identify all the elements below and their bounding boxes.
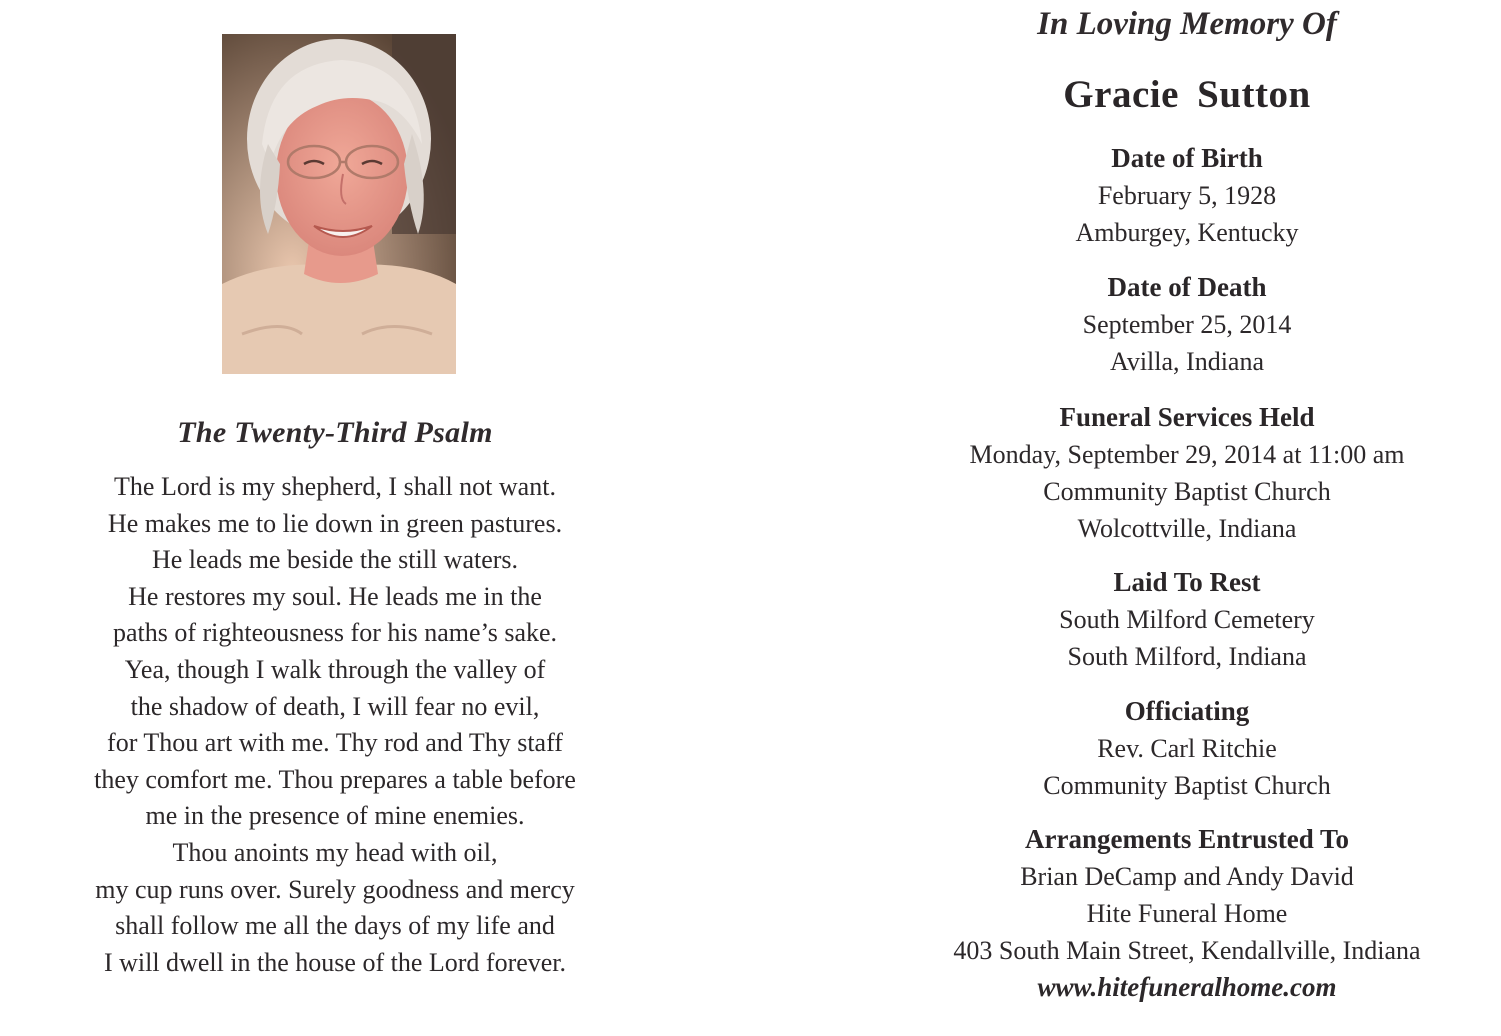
psalm-line: shall follow me all the days of my life and [115,911,555,941]
services-datetime: Monday, September 29, 2014 at 11:00 am [969,440,1405,469]
birth-heading: Date of Birth [1111,143,1263,173]
memorial-heading: In Loving Memory Of [1037,6,1337,42]
services-place: Wolcottville, Indiana [1077,514,1297,543]
psalm-line: He restores my soul. He leads me in the [128,581,542,611]
rest-cemetery: South Milford Cemetery [1059,605,1315,634]
arrangements-directors: Brian DeCamp and Andy David [1020,862,1354,891]
arrangements-section [880,821,1494,1006]
portrait-illustration [222,34,456,374]
officiating-heading: Officiating [1124,696,1250,726]
psalm-line: for Thou art with me. Thy rod and Thy staff [107,728,563,758]
officiating-section [880,693,1494,804]
psalm-line: I will dwell in the house of the Lord forever. [103,947,567,977]
deceased-name: Gracie Sutton [1063,73,1311,116]
officiant-church: Community Baptist Church [1043,771,1331,800]
birth-place: Amburgey, Kentucky [1075,218,1299,247]
psalm-line: my cup runs over. Surely goodness and mercy [95,874,575,904]
services-heading: Funeral Services Held [1059,402,1315,432]
psalm-line: Thou anoints my head with oil, [172,837,498,867]
funeral-home-address: 403 South Main Street, Kendallville, Indiana [953,936,1421,965]
left-panel [0,0,670,1036]
death-heading: Date of Death [1107,272,1267,302]
services-church: Community Baptist Church [1043,477,1331,506]
birth-section [880,140,1494,251]
psalm-title: The Twenty-Third Psalm [177,416,493,449]
funeral-home-name: Hite Funeral Home [1086,899,1288,928]
services-section [880,399,1494,547]
death-section [880,269,1494,380]
funeral-home-website: www.hitefuneralhome.com [1037,972,1337,1002]
psalm-line: He leads me beside the still waters. [151,545,519,575]
arrangements-heading: Arrangements Entrusted To [1024,824,1349,854]
psalm-text [0,469,670,981]
rest-heading: Laid To Rest [1113,567,1261,597]
psalm-line: the shadow of death, I will fear no evil, [130,691,540,721]
psalm-line: they comfort me. Thou prepares a table before [94,764,576,794]
death-place: Avilla, Indiana [1109,347,1265,376]
portrait-photo [222,34,456,374]
psalm-line: me in the presence of mine enemies. [145,801,525,831]
psalm-line: paths of righteousness for his name’s sake. [112,618,558,648]
psalm-line: He makes me to lie down in green pastures. [107,508,563,538]
psalm-line: The Lord is my shepherd, I shall not want. [114,472,556,501]
psalm-line: Yea, though I walk through the valley of [124,654,546,684]
right-panel [880,0,1494,1036]
rest-section [880,564,1494,675]
rest-place: South Milford, Indiana [1067,642,1307,671]
officiant-name: Rev. Carl Ritchie [1097,734,1277,763]
birth-date: February 5, 1928 [1097,181,1277,210]
death-date: September 25, 2014 [1082,310,1292,339]
